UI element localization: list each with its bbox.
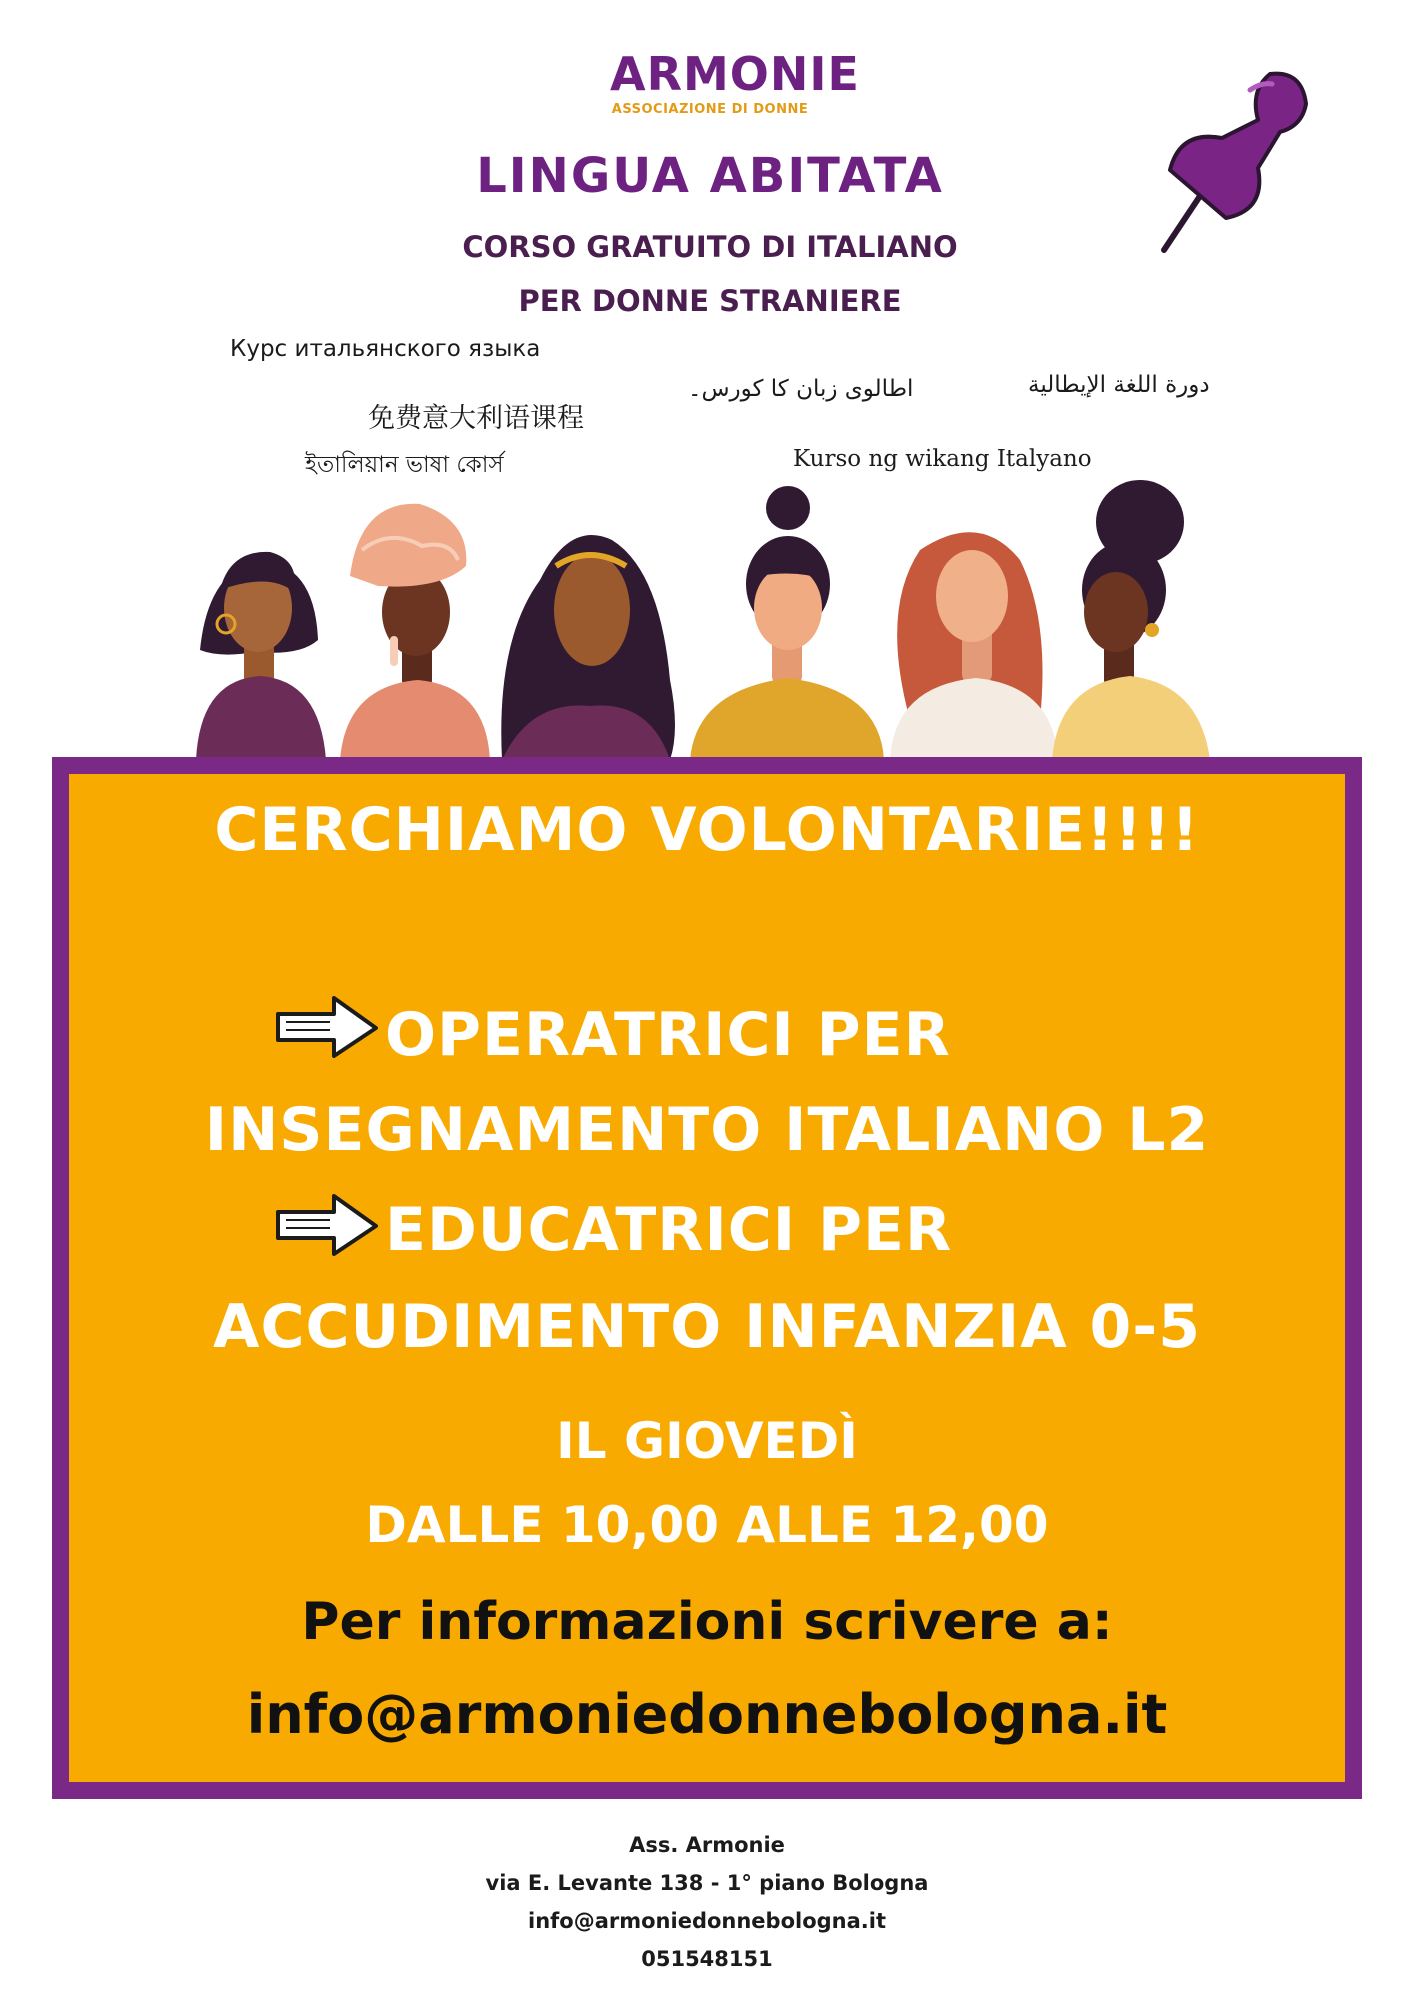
role-2-line-1: EDUCATRICI PER	[385, 1195, 953, 1265]
translation-chinese: 免费意大利语课程	[368, 403, 584, 434]
role-1-line-1: OPERATRICI PER	[385, 1000, 951, 1070]
info-email-link[interactable]: info@armoniedonnebologna.it	[246, 1683, 1168, 1746]
arrow-right-icon	[272, 992, 382, 1062]
pushpin-icon	[1130, 60, 1310, 270]
woman-illustration	[196, 552, 326, 760]
logo-tagline: ASSOCIAZIONE DI DONNE	[611, 102, 809, 117]
woman-illustration	[340, 504, 490, 760]
subtitle-line-1: CORSO GRATUITO DI ITALIANO	[462, 230, 958, 264]
volunteer-headline: CERCHIAMO VOLONTARIE!!!!	[214, 795, 1200, 865]
woman-illustration	[1052, 480, 1210, 760]
woman-illustration	[501, 535, 675, 760]
page-title: LINGUA ABITATA	[476, 148, 944, 204]
footer-contact	[0, 1826, 1414, 1978]
translation-tagalog: Kurso ng wikang Italyano	[793, 446, 1092, 472]
group-of-women-illustration	[190, 480, 1230, 760]
translation-urdu: اطالوی زبان کا کورس۔	[688, 376, 914, 402]
footer-email[interactable]: info@armoniedonnebologna.it	[528, 1909, 886, 1933]
logo-name: ARMONIE	[610, 47, 860, 101]
meeting-day: IL GIOVEDÌ	[556, 1412, 858, 1470]
translation-arabic: دورة اللغة الإيطالية	[1028, 372, 1210, 398]
woman-illustration	[690, 486, 884, 760]
armonie-logo	[610, 47, 860, 126]
info-label: Per informazioni scrivere a:	[301, 1592, 1113, 1652]
role-1-line-2: INSEGNAMENTO ITALIANO L2	[204, 1095, 1210, 1165]
footer-address: via E. Levante 138 - 1° piano Bologna	[485, 1871, 929, 1895]
translation-russian: Курс итальянского языка	[230, 336, 541, 362]
subtitle-line-2: PER DONNE STRANIERE	[518, 284, 902, 318]
meeting-time: DALLE 10,00 ALLE 12,00	[365, 1496, 1049, 1554]
footer-phone[interactable]: 051548151	[641, 1947, 773, 1971]
woman-illustration	[890, 532, 1058, 760]
role-2-line-2: ACCUDIMENTO INFANZIA 0-5	[213, 1292, 1201, 1362]
translation-bengali: ইতালিয়ান ভাষা কোর্স	[305, 452, 504, 478]
arrow-right-icon	[272, 1190, 382, 1260]
footer-org: Ass. Armonie	[629, 1833, 785, 1857]
